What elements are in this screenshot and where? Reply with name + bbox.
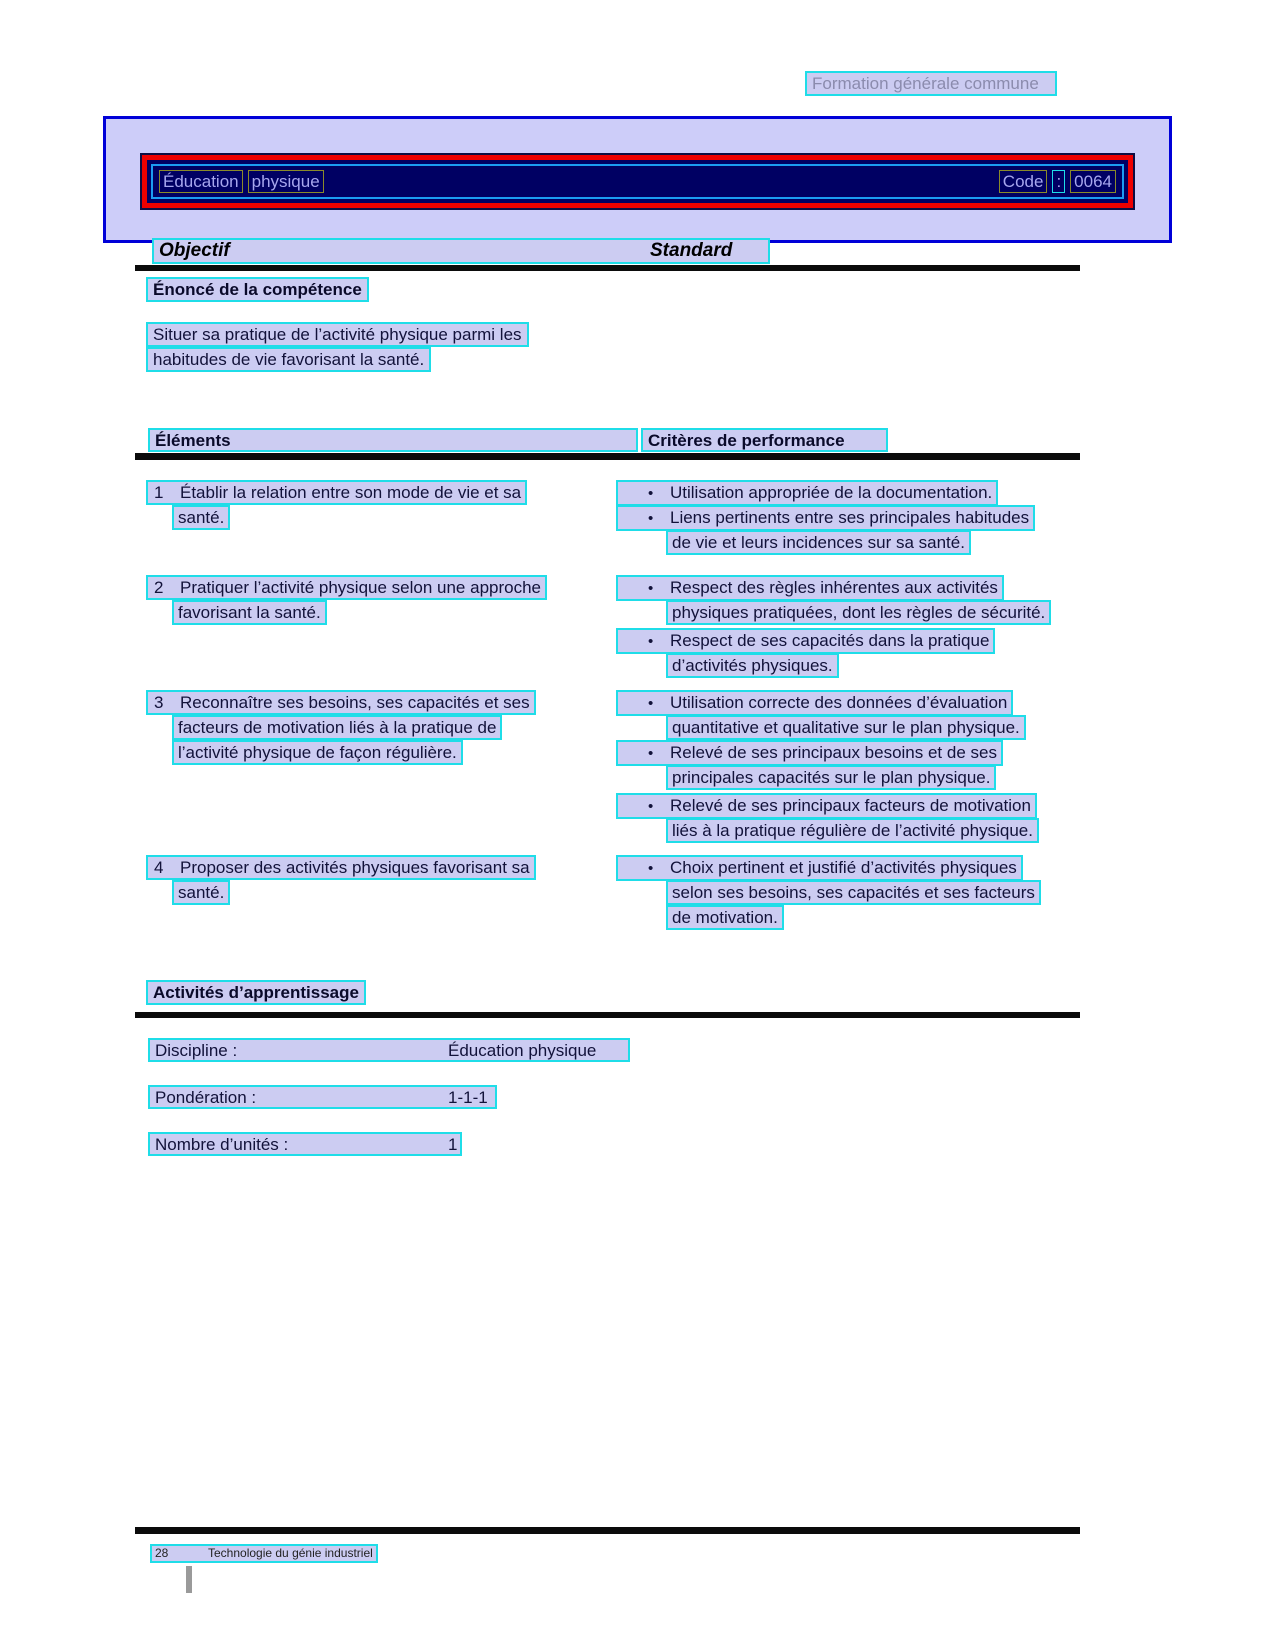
- criteria-line: [616, 690, 1013, 716]
- text-cursor: [186, 1566, 192, 1593]
- divider-rule: [135, 265, 1080, 271]
- bullet-icon: •: [648, 745, 654, 762]
- criteria-text: Liens pertinents entre ses principales habitudes: [670, 508, 1030, 527]
- enonce-line: Situer sa pratique de l’activité physique parmi les: [146, 322, 529, 347]
- code-value: 0064: [1070, 170, 1116, 193]
- code-label: Code: [999, 170, 1048, 193]
- bullet-icon: •: [648, 633, 654, 650]
- element-line: [146, 575, 547, 600]
- element-text: santé.: [178, 508, 225, 527]
- element-number: 2: [154, 578, 164, 597]
- criteria-line: [666, 600, 1051, 625]
- criteria-text: Relevé de ses principaux facteurs de motivation: [670, 796, 1031, 815]
- element-text: l’activité physique de façon régulière.: [178, 743, 457, 762]
- element-text: Proposer des activités physiques favorisant sa: [180, 858, 530, 877]
- element-text: Reconnaître ses besoins, ses capacités et ses: [180, 693, 530, 712]
- element-line: [146, 480, 527, 505]
- criteria-line: [666, 653, 839, 678]
- criteria-text: de vie et leurs incidences sur sa santé.: [672, 533, 965, 552]
- running-head: Formation générale commune: [805, 71, 1057, 96]
- heading-activites: Activités d’apprentissage: [146, 980, 366, 1005]
- element-line: [172, 740, 463, 765]
- criteria-text: liés à la pratique régulière de l’activité physique.: [672, 821, 1033, 840]
- criteria-text: Choix pertinent et justifié d’activités physiques: [670, 858, 1017, 877]
- bullet-icon: •: [648, 485, 654, 502]
- criteria-text: principales capacités sur le plan physique.: [672, 768, 991, 787]
- criteria-text: Respect de ses capacités dans la pratique: [670, 631, 990, 650]
- info-label: Nombre d’unités :: [155, 1135, 289, 1154]
- criteria-text: Respect des règles inhérentes aux activités: [670, 578, 998, 597]
- page-number: 28: [155, 1546, 169, 1560]
- element-text: facteurs de motivation liés à la pratique de: [178, 718, 497, 737]
- divider-rule: [135, 453, 1080, 460]
- bullet-icon: •: [648, 580, 654, 597]
- info-row-ponderation: [148, 1085, 497, 1109]
- enonce-line: habitudes de vie favorisant la santé.: [146, 347, 431, 372]
- criteria-text: de motivation.: [672, 908, 778, 927]
- criteria-line: [666, 530, 971, 555]
- element-line: [146, 690, 536, 715]
- objectif-standard-row: [152, 238, 770, 264]
- footer-rule: [135, 1527, 1080, 1534]
- heading-elements: Éléments: [148, 428, 638, 452]
- info-label: Pondération :: [155, 1088, 257, 1107]
- element-line: [172, 880, 230, 905]
- course-title: [159, 170, 324, 193]
- criteria-line: [616, 480, 998, 506]
- course-code: [999, 170, 1116, 193]
- criteria-text: d’activités physiques.: [672, 656, 833, 675]
- criteria-line: [666, 715, 1026, 740]
- criteria-text: physiques pratiquées, dont les règles de sécurité.: [672, 603, 1046, 622]
- criteria-text: selon ses besoins, ses capacités et ses facteurs: [672, 883, 1035, 902]
- heading-standard: Standard: [650, 240, 733, 261]
- code-separator: :: [1052, 170, 1065, 193]
- criteria-line: [616, 740, 1003, 766]
- element-line: [172, 715, 502, 740]
- criteria-line: [666, 818, 1039, 843]
- element-text: favorisant la santé.: [178, 603, 321, 622]
- element-number: 1: [154, 483, 164, 502]
- course-title-bar: [142, 155, 1133, 208]
- header-band: [103, 116, 1172, 243]
- criteria-line: [666, 880, 1041, 905]
- course-title-word: Éducation: [159, 170, 243, 193]
- bullet-icon: •: [648, 798, 654, 815]
- criteria-text: Relevé de ses principaux besoins et de ses: [670, 743, 997, 762]
- criteria-line: [666, 905, 784, 930]
- element-line: [146, 855, 536, 880]
- criteria-line: [616, 793, 1037, 819]
- bullet-icon: •: [648, 510, 654, 527]
- criteria-text: quantitative et qualitative sur le plan physique.: [672, 718, 1020, 737]
- criteria-text: Utilisation correcte des données d’évaluation: [670, 693, 1008, 712]
- divider-rule: [135, 1012, 1080, 1018]
- info-value: 1: [448, 1135, 458, 1154]
- footer-line: [150, 1544, 378, 1563]
- heading-criteres: Critères de performance: [641, 428, 888, 452]
- criteria-text: Utilisation appropriée de la documentation.: [670, 483, 993, 502]
- info-value: Éducation physique: [448, 1041, 597, 1060]
- element-text: Pratiquer l’activité physique selon une approche: [180, 578, 542, 597]
- element-text: santé.: [178, 883, 225, 902]
- info-row-discipline: [148, 1038, 630, 1062]
- criteria-line: [616, 628, 995, 654]
- bullet-icon: •: [648, 860, 654, 877]
- criteria-line: [616, 575, 1004, 601]
- criteria-line: [616, 505, 1035, 531]
- criteria-line: [666, 765, 996, 790]
- course-title-word: physique: [248, 170, 324, 193]
- course-title-line: [151, 164, 1124, 199]
- element-number: 3: [154, 693, 164, 712]
- info-value: 1-1-1: [448, 1088, 488, 1107]
- element-line: [172, 600, 327, 625]
- element-number: 4: [154, 858, 164, 877]
- heading-objectif: Objectif: [159, 240, 230, 261]
- footer-text: Technologie du génie industriel: [208, 1546, 373, 1560]
- element-text: Établir la relation entre son mode de vie et sa: [180, 483, 522, 502]
- heading-enonce: Énoncé de la compétence: [146, 277, 369, 302]
- criteria-line: [616, 855, 1023, 881]
- info-label: Discipline :: [155, 1041, 238, 1060]
- bullet-icon: •: [648, 695, 654, 712]
- element-line: [172, 505, 230, 530]
- info-row-unites: [148, 1132, 462, 1156]
